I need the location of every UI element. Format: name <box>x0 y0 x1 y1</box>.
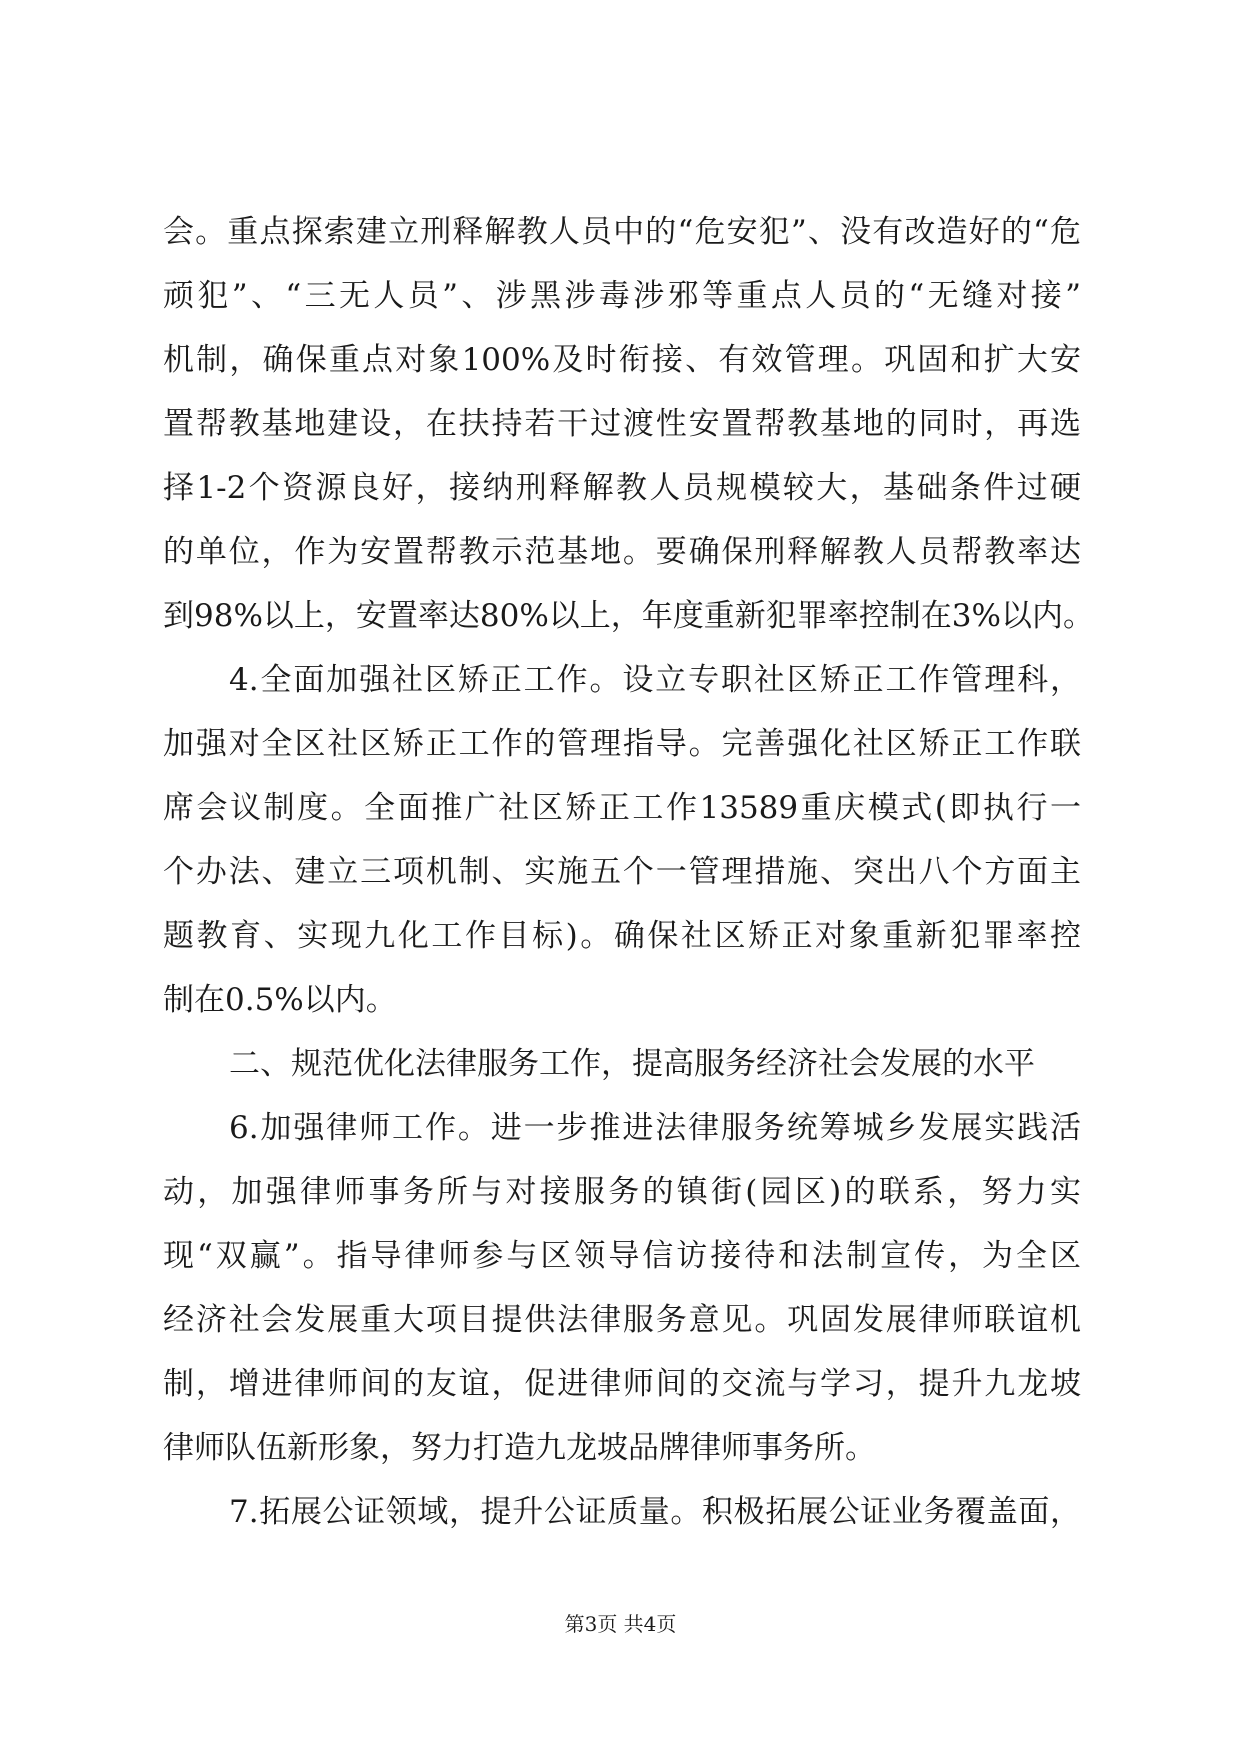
page-footer <box>0 1610 1241 1638</box>
body-text <box>163 200 1094 1544</box>
text-line: 个办法、建立三项机制、实施五个一管理措施、突出八个方面主 <box>163 854 1081 890</box>
text-line: 的单位，作为安置帮教示范基地。要确保刑释解教人员帮教率达 <box>163 534 1081 570</box>
text-line: 席会议制度。全面推广社区矫正工作13589重庆模式(即执行一 <box>163 790 1081 826</box>
text-line: 机制，确保重点对象100%及时衔接、有效管理。巩固和扩大安 <box>163 342 1081 378</box>
text-line: 6.加强律师工作。进一步推进法律服务统筹城乡发展实践活 <box>229 1110 1081 1146</box>
text-line: 加强对全区社区矫正工作的管理指导。完善强化社区矫正工作联 <box>163 726 1081 762</box>
text-line: 动，加强律师事务所与对接服务的镇街(园区)的联系，努力实 <box>163 1174 1081 1210</box>
text-line: 制，增进律师间的友谊，促进律师间的交流与学习，提升九龙坡 <box>163 1366 1081 1402</box>
text-line: 顽犯”、“三无人员”、涉黑涉毒涉邪等重点人员的“无缝对接” <box>163 278 1081 314</box>
text-line: 到98%以上，安置率达80%以上，年度重新犯罪率控制在3%以内。 <box>163 598 1094 634</box>
text-line: 4.全面加强社区矫正工作。设立专职社区矫正工作管理科， <box>229 662 1081 698</box>
text-line: 7.拓展公证领域，提升公证质量。积极拓展公证业务覆盖面， <box>229 1494 1081 1530</box>
text-line: 现“双赢”。指导律师参与区领导信访接待和法制宣传，为全区 <box>163 1238 1081 1274</box>
text-line: 律师队伍新形象，努力打造九龙坡品牌律师事务所。 <box>163 1430 876 1466</box>
text-line: 制在0.5%以内。 <box>163 982 397 1018</box>
text-line: 会。重点探索建立刑释解教人员中的“危安犯”、没有改造好的“危 <box>163 214 1081 250</box>
text-line: 经济社会发展重大项目提供法律服务意见。巩固发展律师联谊机 <box>163 1302 1081 1338</box>
text-line: 择1-2个资源良好，接纳刑释解教人员规模较大，基础条件过硬 <box>163 470 1081 506</box>
page-number: 第3页 共4页 <box>564 1612 677 1636</box>
text-line: 题教育、实现九化工作目标)。确保社区矫正对象重新犯罪率控 <box>163 918 1081 954</box>
section-heading: 二、规范优化法律服务工作，提高服务经济社会发展的水平 <box>229 1046 1035 1082</box>
text-line: 置帮教基地建设，在扶持若干过渡性安置帮教基地的同时，再选 <box>163 406 1081 442</box>
